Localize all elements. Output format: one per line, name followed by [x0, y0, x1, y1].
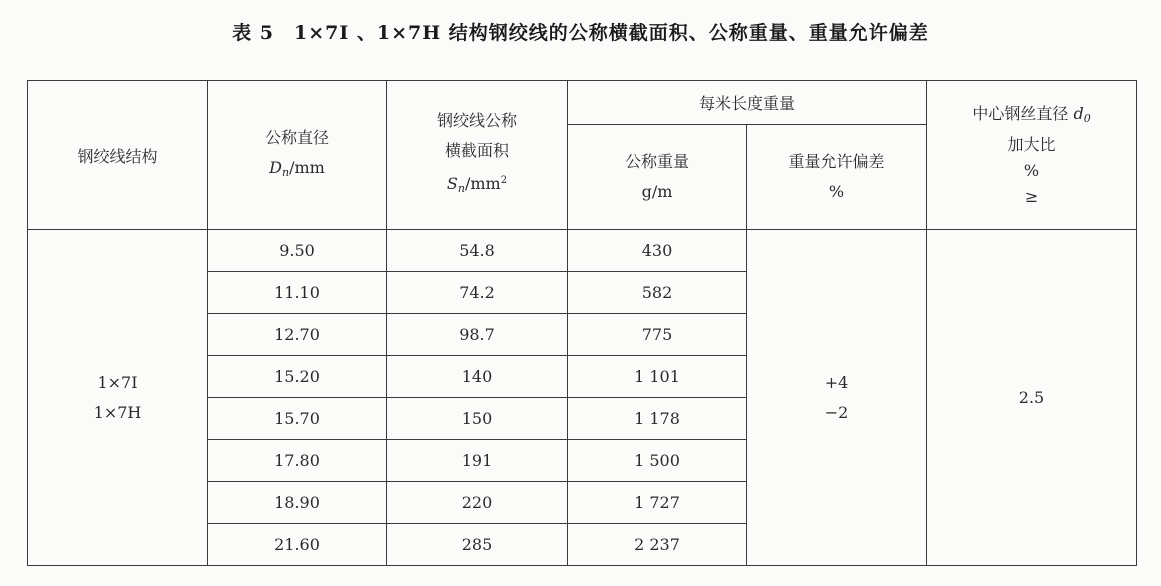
area-cell: 191: [387, 440, 568, 482]
structure-cell: [28, 230, 208, 566]
header-area-label-2: 横截面积: [444, 141, 509, 160]
area-unit: /mm: [464, 174, 501, 193]
diameter-cell: 15.70: [208, 398, 387, 440]
header-row-1: [28, 81, 1137, 125]
header-nominal-weight-unit: g/m: [641, 182, 673, 201]
header-nominal-weight: [568, 125, 747, 230]
header-diameter: [208, 81, 387, 230]
header-diameter-unit-line: [208, 153, 386, 188]
header-center-wire: [927, 81, 1137, 230]
center-subscript: 0: [1083, 111, 1091, 125]
header-center-geq: ≥: [1024, 186, 1039, 206]
area-cell: 54.8: [387, 230, 568, 272]
strand-weight-table: [27, 80, 1137, 566]
weight-cell: 1 500: [568, 440, 747, 482]
diameter-cell: 18.90: [208, 482, 387, 524]
area-cell: 98.7: [387, 314, 568, 356]
header-tolerance-label: 重量允许偏差: [788, 152, 885, 171]
header-area-unit-line: [387, 166, 567, 204]
weight-cell: 430: [568, 230, 747, 272]
tolerance-plus: +4: [824, 372, 849, 392]
diameter-cell: 12.70: [208, 314, 387, 356]
center-label: 中心钢丝直径: [972, 103, 1069, 123]
area-superscript: 2: [500, 175, 508, 186]
header-nominal-weight-label: 公称重量: [624, 152, 689, 171]
diameter-cell: 21.60: [208, 524, 387, 566]
structure-line: 1×7I: [97, 372, 138, 392]
weight-cell: 582: [568, 272, 747, 314]
area-cell: 220: [387, 482, 568, 524]
diameter-symbol: D: [269, 157, 282, 177]
weight-cell: 1 178: [568, 398, 747, 440]
header-tolerance: [747, 125, 927, 230]
weight-cell: 1 727: [568, 482, 747, 524]
header-center-label-line: [927, 101, 1136, 132]
header-area: [387, 81, 568, 230]
tolerance-cell: [747, 230, 927, 566]
diameter-cell: 11.10: [208, 272, 387, 314]
header-area-label-1: 钢绞线公称: [436, 111, 517, 130]
tolerance-minus: −2: [824, 402, 849, 422]
header-diameter-label: 公称直径: [264, 127, 329, 147]
weight-cell: 1 101: [568, 356, 747, 398]
diameter-unit: /mm: [289, 157, 325, 177]
area-subscript: n: [457, 182, 465, 195]
area-cell: 285: [387, 524, 568, 566]
header-structure: 钢绞线结构: [28, 81, 208, 230]
header-center-percent: %: [1023, 160, 1040, 180]
area-cell: 140: [387, 356, 568, 398]
header-tolerance-unit: %: [828, 182, 845, 201]
area-cell: 150: [387, 398, 568, 440]
diameter-cell: 17.80: [208, 440, 387, 482]
area-cell: 74.2: [387, 272, 568, 314]
area-symbol: S: [446, 174, 458, 193]
structure-line: 1×7H: [93, 402, 142, 422]
weight-cell: 2 237: [568, 524, 747, 566]
header-weight-group: 每米长度重量: [568, 81, 927, 125]
diameter-cell: 15.20: [208, 356, 387, 398]
table-title: 表 5 1×7I 、1×7H 结构钢绞线的公称横截面积、公称重量、重量允许偏差: [232, 22, 929, 44]
weight-cell: 775: [568, 314, 747, 356]
header-center-label-2: 加大比: [1007, 134, 1056, 154]
center-symbol: d: [1073, 103, 1084, 123]
center-ratio-cell: 2.5: [927, 230, 1137, 566]
table-row: [28, 230, 1137, 272]
diameter-subscript: n: [282, 165, 290, 179]
diameter-cell: 9.50: [208, 230, 387, 272]
